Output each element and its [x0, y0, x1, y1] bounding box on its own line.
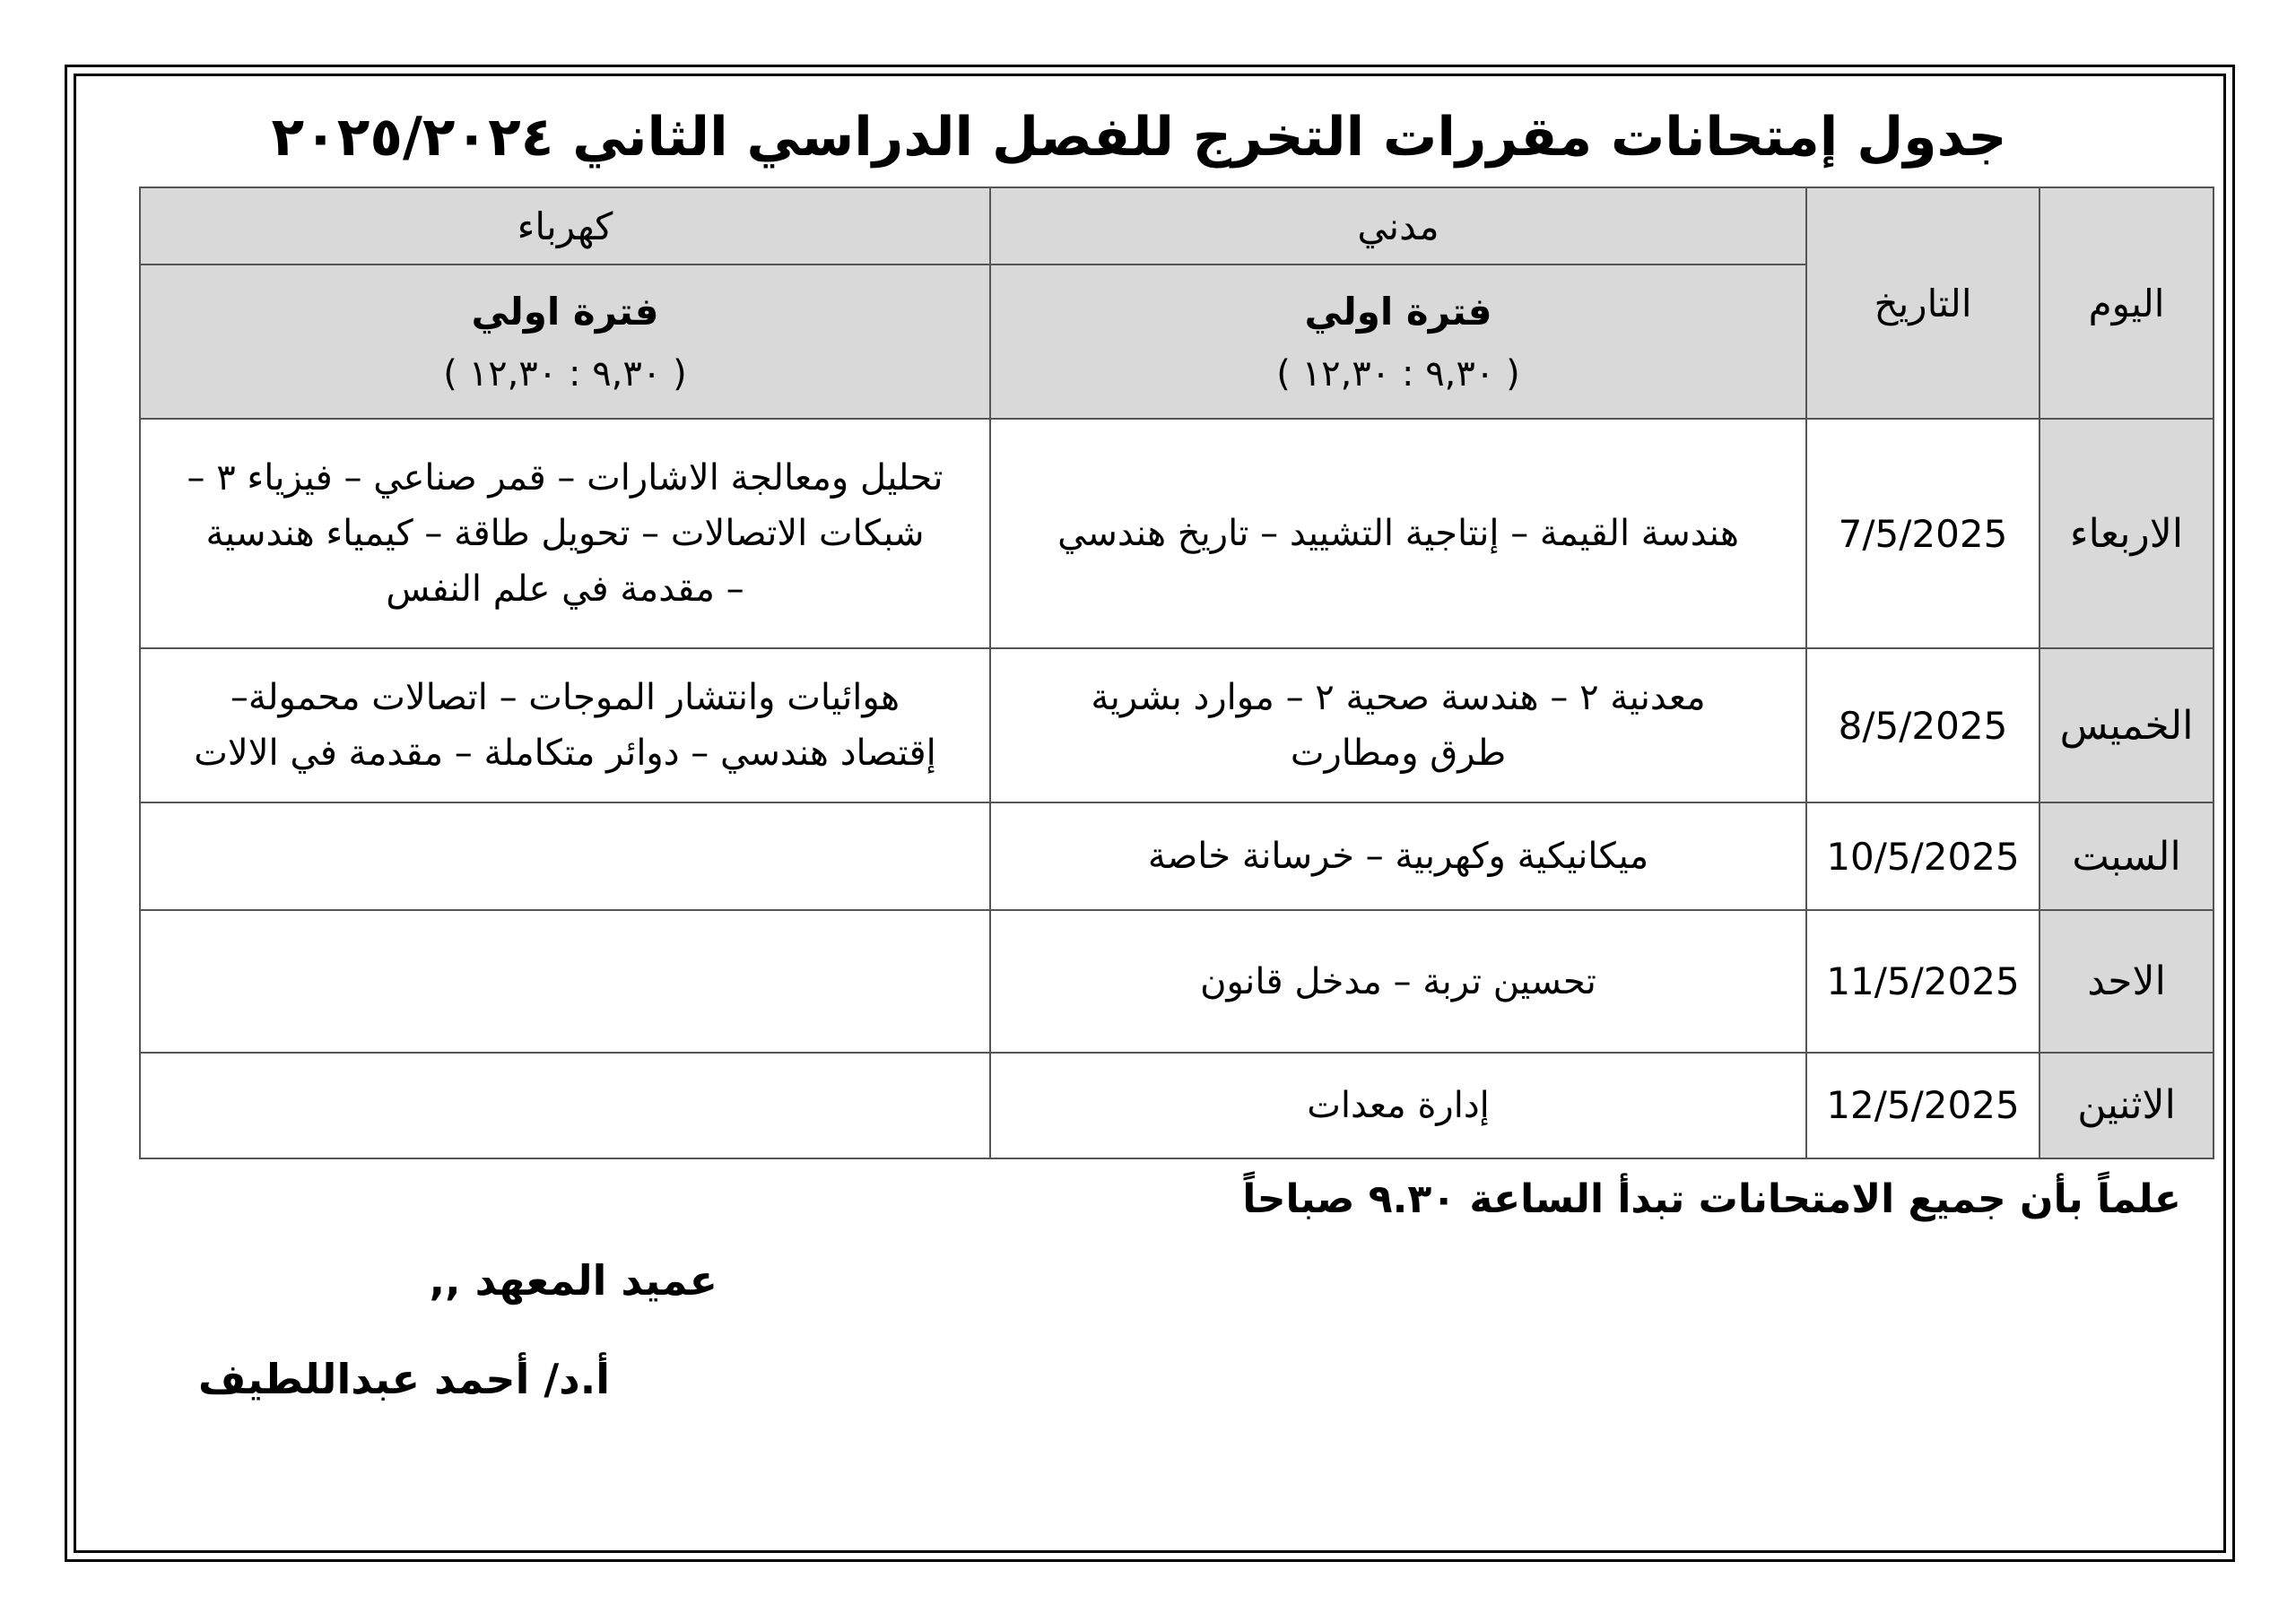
signature-name: أ.د/ أحمد عبداللطيف	[198, 1355, 610, 1403]
table-row	[140, 419, 2213, 647]
header-row-departments	[140, 187, 2213, 265]
course-line: شبكات الاتصالات – تحويل طاقة – كيمياء هندسية	[205, 513, 925, 555]
civil-courses-cell	[990, 419, 1806, 647]
header-date: التاريخ	[1806, 187, 2039, 419]
header-civil: مدني	[990, 187, 1806, 265]
civil-courses-cell	[990, 1053, 1806, 1158]
table-row	[140, 910, 2213, 1052]
day-cell: السبت	[2039, 802, 2213, 910]
course-line: إقتصاد هندسي – دوائر متكاملة – مقدمة في الالات	[194, 733, 936, 775]
civil-courses-cell	[990, 648, 1806, 802]
electrical-courses-cell	[140, 910, 990, 1052]
date-cell: 10/5/2025	[1806, 802, 2039, 910]
civil-period-time: ( ٩,٣٠ : ١٢,٣٠ )	[1276, 353, 1520, 395]
course-line: هوائيات وانتشار الموجات – اتصالات محمولة–	[230, 677, 900, 719]
civil-courses-cell	[990, 802, 1806, 910]
exam-schedule-table	[139, 186, 2214, 1159]
civil-courses-cell	[990, 910, 1806, 1052]
header-electrical: كهرباء	[140, 187, 990, 265]
day-cell: الخميس	[2039, 648, 2213, 802]
electrical-courses-cell	[140, 419, 990, 647]
course-line: ميكانيكية وكهربية – خرسانة خاصة	[1147, 836, 1649, 878]
date-cell: 8/5/2025	[1806, 648, 2039, 802]
course-line: إدارة معدات	[1307, 1084, 1490, 1126]
electrical-courses-cell	[140, 802, 990, 910]
course-line: تحسين تربة – مدخل قانون	[1200, 960, 1596, 1002]
electrical-courses-cell	[140, 1053, 990, 1158]
header-day: اليوم	[2039, 187, 2213, 419]
date-cell: 12/5/2025	[1806, 1053, 2039, 1158]
course-line: تحليل ومعالجة الاشارات – قمر صناعي – فيزياء ٣ –	[187, 457, 944, 499]
course-line: طرق ومطارت	[1290, 733, 1507, 775]
table-row	[140, 648, 2213, 802]
table-row	[140, 802, 2213, 910]
table-row	[140, 1053, 2213, 1158]
header-electrical-period	[140, 265, 990, 419]
course-line: – مقدمة في علم النفس	[386, 568, 744, 611]
course-line: معدنية ٢ – هندسة صحية ٢ – موارد بشرية	[1091, 677, 1706, 719]
document-title: جدول إمتحانات مقررات التخرج للفصل الدراسي الثاني ٢٠٢٥/٢٠٢٤	[271, 106, 2007, 169]
signature-title: عميد المعهد ,,	[429, 1256, 718, 1305]
electrical-period-label: فترة اولي	[471, 289, 659, 334]
electrical-courses-cell	[140, 648, 990, 802]
day-cell: الاحد	[2039, 910, 2213, 1052]
day-cell: الاثنين	[2039, 1053, 2213, 1158]
exam-start-note: علماً بأن جميع الامتحانات تبدأ الساعة ٩.٣٠ صباحاً	[1242, 1176, 2181, 1222]
civil-period-label: فترة اولي	[1304, 289, 1492, 334]
date-cell: 11/5/2025	[1806, 910, 2039, 1052]
date-cell: 7/5/2025	[1806, 419, 2039, 647]
course-line: هندسة القيمة – إنتاجية التشييد – تاريخ هندسي	[1057, 513, 1739, 555]
electrical-period-time: ( ٩,٣٠ : ١٢,٣٠ )	[443, 353, 687, 395]
header-civil-period	[990, 265, 1806, 419]
day-cell: الاربعاء	[2039, 419, 2213, 647]
